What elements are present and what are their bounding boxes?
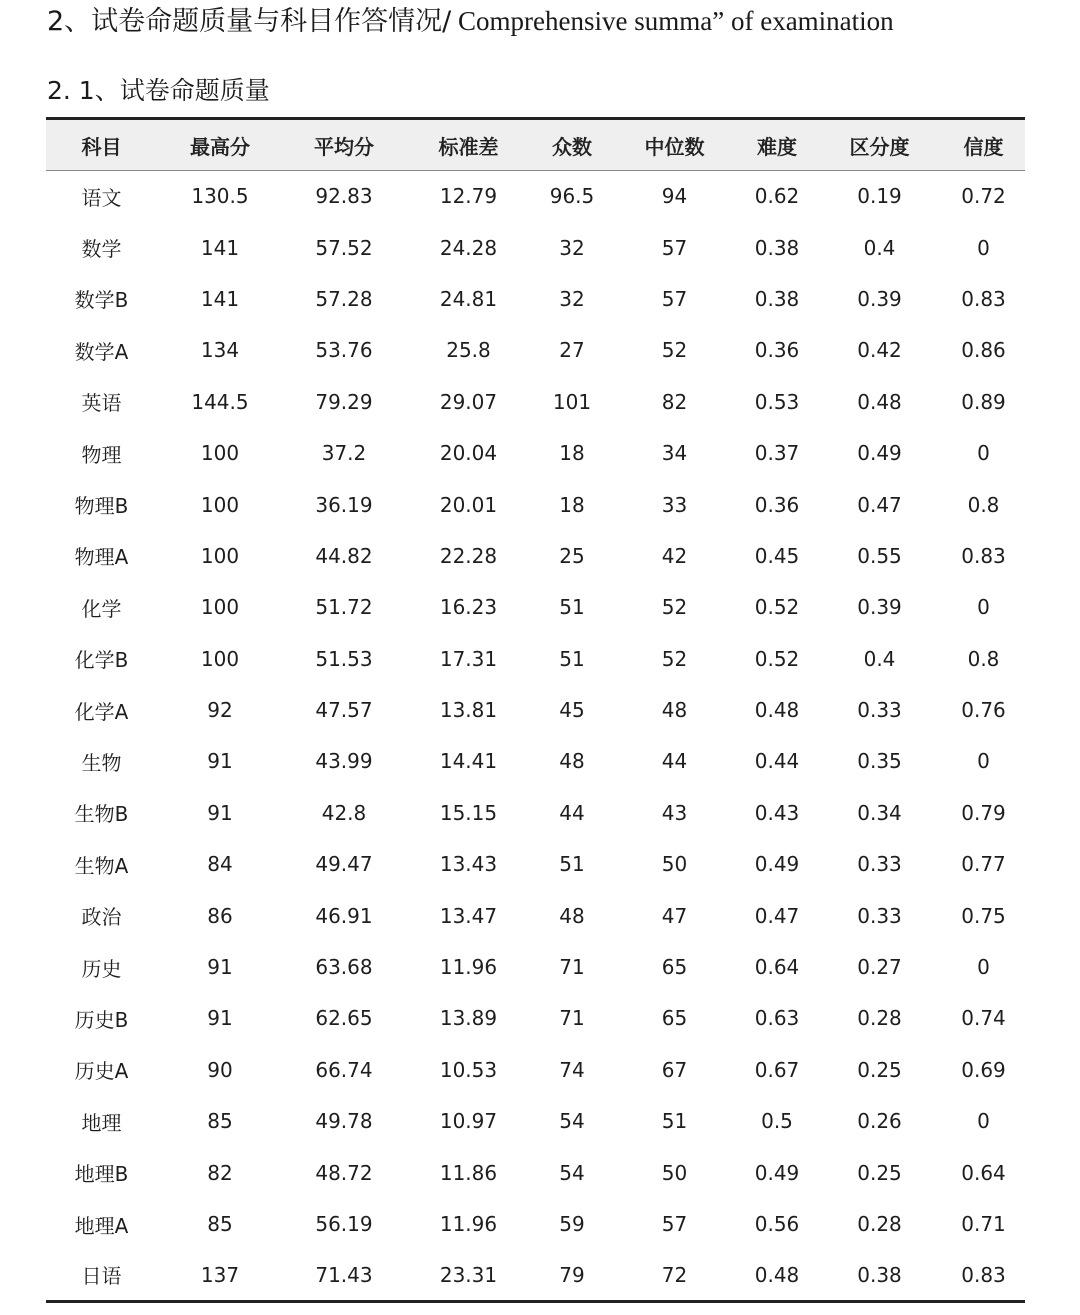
value-cell: 141 (200, 286, 240, 311)
value-cell: 141 (200, 235, 240, 260)
value-cell: 65 (661, 955, 688, 980)
table-row (46, 684, 1025, 735)
value-cell: 50 (661, 1160, 688, 1185)
table-row (46, 582, 1025, 633)
table-row (46, 222, 1025, 273)
value-cell: 11.96 (439, 955, 498, 980)
column-header: 区分度 (849, 134, 910, 159)
value-cell: 79.29 (315, 389, 373, 414)
value-cell: 0.34 (857, 800, 902, 825)
value-cell: 0.49 (754, 1160, 800, 1185)
table-row (46, 427, 1025, 478)
subject-cell: 化学A (74, 699, 129, 724)
value-cell: 0.52 (754, 646, 800, 671)
value-cell: 0.67 (754, 1057, 800, 1082)
value-cell: 92 (207, 698, 233, 723)
value-cell: 36.19 (315, 492, 373, 517)
column-header: 众数 (552, 134, 592, 159)
value-cell: 12.79 (439, 184, 498, 209)
exam-quality-table-container (46, 117, 1025, 1303)
value-cell: 0.49 (754, 852, 800, 877)
value-cell: 0.36 (754, 338, 800, 363)
value-cell: 57 (661, 1212, 688, 1236)
value-cell: 25.8 (446, 338, 491, 363)
value-cell: 0.25 (857, 1160, 902, 1185)
value-cell: 0.5 (761, 1109, 793, 1134)
value-cell: 84 (207, 852, 233, 877)
value-cell: 0 (977, 441, 990, 466)
value-cell: 85 (207, 1109, 233, 1134)
value-cell: 0.28 (857, 1006, 902, 1031)
value-cell: 0.75 (961, 903, 1006, 928)
value-cell: 0 (977, 595, 990, 620)
value-cell: 0.48 (754, 1262, 800, 1287)
value-cell: 82 (207, 1160, 233, 1185)
value-cell: 100 (200, 441, 240, 466)
value-cell: 0.48 (857, 389, 902, 414)
section-heading-cn: 2、试卷命题质量与科目作答情况/ (47, 6, 452, 37)
value-cell: 45 (559, 698, 585, 723)
value-cell: 71 (559, 1006, 585, 1031)
value-cell: 11.86 (439, 1160, 498, 1185)
value-cell: 48 (559, 749, 585, 774)
value-cell: 0.83 (961, 286, 1006, 311)
value-cell: 57 (661, 235, 688, 260)
value-cell: 51 (661, 1109, 688, 1134)
value-cell: 0.37 (754, 441, 800, 466)
value-cell: 74 (559, 1057, 585, 1082)
table-row (46, 530, 1025, 581)
value-cell: 0.74 (961, 1006, 1006, 1031)
value-cell: 47.57 (315, 698, 373, 723)
value-cell: 71.43 (315, 1262, 373, 1287)
table-row (46, 993, 1025, 1044)
value-cell: 51 (559, 595, 585, 620)
value-cell: 49.47 (315, 852, 373, 877)
value-cell: 0.69 (961, 1057, 1006, 1082)
column-header: 平均分 (314, 134, 374, 159)
value-cell: 144.5 (191, 389, 249, 414)
table-row (46, 890, 1025, 941)
value-cell: 15.15 (439, 800, 498, 825)
value-cell: 137 (200, 1262, 240, 1287)
value-cell: 42.8 (321, 800, 367, 825)
value-cell: 22.28 (439, 543, 498, 568)
value-cell: 0.25 (857, 1057, 902, 1082)
value-cell: 0.77 (961, 852, 1006, 877)
value-cell: 63.68 (315, 955, 373, 980)
value-cell: 52 (661, 595, 688, 620)
value-cell: 0.43 (754, 800, 800, 825)
table-header (46, 119, 1025, 171)
value-cell: 0.64 (961, 1160, 1006, 1185)
table-row (46, 1147, 1025, 1198)
value-cell: 0.55 (857, 543, 902, 568)
value-cell: 0.56 (754, 1212, 800, 1236)
value-cell: 0 (977, 749, 990, 774)
value-cell: 0.45 (754, 543, 800, 568)
table-row (46, 1044, 1025, 1095)
value-cell: 13.81 (439, 698, 498, 723)
value-cell: 62.65 (315, 1006, 373, 1031)
value-cell: 0.38 (857, 1262, 902, 1287)
value-cell: 0.62 (754, 184, 800, 209)
value-cell: 48 (661, 698, 688, 723)
value-cell: 10.53 (439, 1057, 498, 1082)
subject-cell: 政治 (81, 905, 122, 930)
subject-cell: 物理B (74, 494, 129, 519)
value-cell: 27 (559, 338, 585, 363)
value-cell: 20.04 (439, 441, 498, 466)
value-cell: 48 (559, 903, 585, 928)
value-cell: 23.31 (439, 1262, 498, 1287)
value-cell: 0.33 (857, 698, 902, 723)
column-header: 信度 (963, 134, 1004, 159)
value-cell: 82 (661, 389, 688, 414)
value-cell: 0.38 (754, 235, 800, 260)
table-row (46, 1198, 1025, 1249)
value-cell: 86 (207, 903, 233, 928)
value-cell: 0.86 (961, 338, 1006, 363)
value-cell: 42 (661, 543, 688, 568)
value-cell: 57.52 (315, 235, 373, 260)
table-body (46, 171, 1025, 1302)
value-cell: 44.82 (315, 543, 373, 568)
value-cell: 0.28 (857, 1212, 902, 1236)
exam-quality-table (46, 117, 1025, 1303)
table-row (46, 839, 1025, 890)
value-cell: 72 (661, 1262, 688, 1287)
value-cell: 51 (559, 852, 585, 877)
value-cell: 96.5 (549, 184, 595, 209)
value-cell: 11.96 (439, 1212, 498, 1236)
value-cell: 0.35 (857, 749, 902, 774)
value-cell: 29.07 (439, 389, 498, 414)
table-row (46, 736, 1025, 787)
value-cell: 0.47 (754, 903, 800, 928)
table-row (46, 171, 1025, 222)
subsection-heading: 2. 1、试卷命题质量 (47, 76, 270, 105)
value-cell: 0.33 (857, 903, 902, 928)
value-cell: 100 (200, 595, 240, 620)
subject-cell: 化学 (81, 596, 122, 621)
value-cell: 0.4 (863, 235, 896, 260)
value-cell: 47 (661, 903, 688, 928)
subject-cell: 日语 (81, 1264, 122, 1289)
value-cell: 44 (559, 800, 585, 825)
value-cell: 0.4 (863, 646, 896, 671)
value-cell: 24.28 (439, 235, 498, 260)
subject-cell: 地理 (81, 1110, 122, 1135)
value-cell: 17.31 (439, 646, 498, 671)
value-cell: 79 (559, 1262, 585, 1287)
value-cell: 92.83 (315, 184, 373, 209)
subject-cell: 历史 (81, 956, 122, 981)
value-cell: 57.28 (315, 286, 373, 311)
value-cell: 100 (200, 543, 240, 568)
value-cell: 49.78 (315, 1109, 373, 1134)
value-cell: 0 (977, 955, 990, 980)
table-row (46, 376, 1025, 427)
table-row (46, 325, 1025, 376)
value-cell: 0.39 (857, 595, 902, 620)
value-cell: 20.01 (439, 492, 498, 517)
subject-cell: 数学A (74, 339, 129, 364)
value-cell: 18 (559, 492, 585, 517)
value-cell: 0.8 (967, 646, 1000, 671)
value-cell: 91 (207, 1006, 233, 1031)
column-header: 科目 (81, 134, 122, 159)
value-cell: 32 (559, 286, 585, 311)
value-cell: 0.49 (857, 441, 902, 466)
value-cell: 43.99 (315, 749, 373, 774)
value-cell: 100 (200, 492, 240, 517)
subject-cell: 地理B (74, 1162, 129, 1187)
value-cell: 48.72 (315, 1160, 373, 1185)
column-header: 最高分 (190, 134, 250, 159)
value-cell: 25 (559, 543, 585, 568)
value-cell: 43 (661, 800, 688, 825)
value-cell: 57 (661, 286, 688, 311)
subject-cell: 数学B (74, 288, 129, 313)
value-cell: 0.53 (754, 389, 800, 414)
subject-cell: 语文 (81, 185, 122, 210)
value-cell: 0.89 (961, 389, 1006, 414)
value-cell: 51 (559, 646, 585, 671)
value-cell: 0.19 (857, 184, 902, 209)
subject-cell: 化学B (74, 648, 129, 673)
value-cell: 44 (661, 749, 688, 774)
value-cell: 24.81 (439, 286, 498, 311)
table-row (46, 787, 1025, 838)
value-cell: 0.52 (754, 595, 800, 620)
value-cell: 0.39 (857, 286, 902, 311)
value-cell: 53.76 (315, 338, 373, 363)
value-cell: 56.19 (315, 1212, 373, 1236)
value-cell: 0.64 (754, 955, 800, 980)
subject-cell: 物理 (81, 442, 122, 467)
value-cell: 46.91 (315, 903, 373, 928)
subject-cell: 历史B (74, 1007, 129, 1032)
subject-cell: 数学 (81, 237, 122, 262)
value-cell: 14.41 (439, 749, 498, 774)
value-cell: 0.26 (857, 1109, 902, 1134)
table-header-row (46, 119, 1025, 171)
subject-cell: 地理A (74, 1213, 129, 1238)
value-cell: 0.83 (961, 543, 1006, 568)
value-cell: 33 (661, 492, 688, 517)
subject-cell: 生物B (74, 802, 129, 827)
value-cell: 18 (559, 441, 585, 466)
subject-cell: 英语 (81, 391, 122, 416)
value-cell: 32 (559, 235, 585, 260)
value-cell: 13.43 (439, 852, 498, 877)
value-cell: 100 (200, 646, 240, 671)
table-row (46, 633, 1025, 684)
value-cell: 0 (977, 1109, 990, 1134)
value-cell: 52 (661, 646, 688, 671)
value-cell: 94 (661, 184, 688, 209)
value-cell: 91 (207, 800, 233, 825)
column-header: 难度 (757, 134, 797, 159)
value-cell: 0.8 (967, 492, 1000, 517)
value-cell: 0.33 (857, 852, 902, 877)
value-cell: 67 (661, 1057, 688, 1082)
value-cell: 85 (207, 1212, 233, 1236)
value-cell: 0.44 (754, 749, 800, 774)
value-cell: 71 (559, 955, 585, 980)
subject-cell: 生物A (74, 853, 129, 878)
value-cell: 0.27 (857, 955, 902, 980)
value-cell: 0.47 (857, 492, 902, 517)
value-cell: 13.47 (439, 903, 498, 928)
subject-cell: 历史A (74, 1059, 129, 1084)
value-cell: 0.63 (754, 1006, 800, 1031)
value-cell: 50 (661, 852, 688, 877)
value-cell: 54 (559, 1109, 585, 1134)
value-cell: 0.48 (754, 698, 800, 723)
table-row (46, 479, 1025, 530)
value-cell: 51.53 (315, 646, 373, 671)
value-cell: 66.74 (315, 1057, 373, 1082)
table-row (46, 273, 1025, 324)
value-cell: 65 (661, 1006, 688, 1031)
table-row (46, 1250, 1025, 1301)
value-cell: 90 (207, 1057, 233, 1082)
value-cell: 54 (559, 1160, 585, 1185)
value-cell: 0.79 (961, 800, 1006, 825)
value-cell: 0.42 (857, 338, 902, 363)
value-cell: 59 (559, 1212, 585, 1236)
column-header: 中位数 (644, 134, 705, 159)
value-cell: 13.89 (439, 1006, 498, 1031)
subject-cell: 物理A (74, 545, 129, 570)
section-heading (47, 2, 894, 41)
section-heading-en: Comprehensive summa” of examination (451, 6, 894, 36)
value-cell: 0.38 (754, 286, 800, 311)
value-cell: 0.36 (754, 492, 800, 517)
value-cell: 0 (977, 235, 990, 260)
value-cell: 134 (200, 338, 240, 363)
value-cell: 52 (661, 338, 688, 363)
value-cell: 0.76 (961, 698, 1006, 723)
value-cell: 16.23 (439, 595, 498, 620)
subject-cell: 生物 (81, 750, 122, 775)
value-cell: 101 (552, 389, 592, 414)
table-row (46, 941, 1025, 992)
value-cell: 0.72 (961, 184, 1006, 209)
value-cell: 10.97 (439, 1109, 498, 1134)
column-header: 标准差 (438, 134, 499, 159)
table-row (46, 1096, 1025, 1147)
value-cell: 34 (661, 441, 688, 466)
value-cell: 130.5 (191, 184, 249, 209)
value-cell: 91 (207, 955, 233, 980)
value-cell: 37.2 (321, 441, 367, 466)
value-cell: 0.83 (961, 1262, 1006, 1287)
value-cell: 91 (207, 749, 233, 774)
value-cell: 51.72 (315, 595, 373, 620)
value-cell: 0.71 (961, 1212, 1006, 1236)
